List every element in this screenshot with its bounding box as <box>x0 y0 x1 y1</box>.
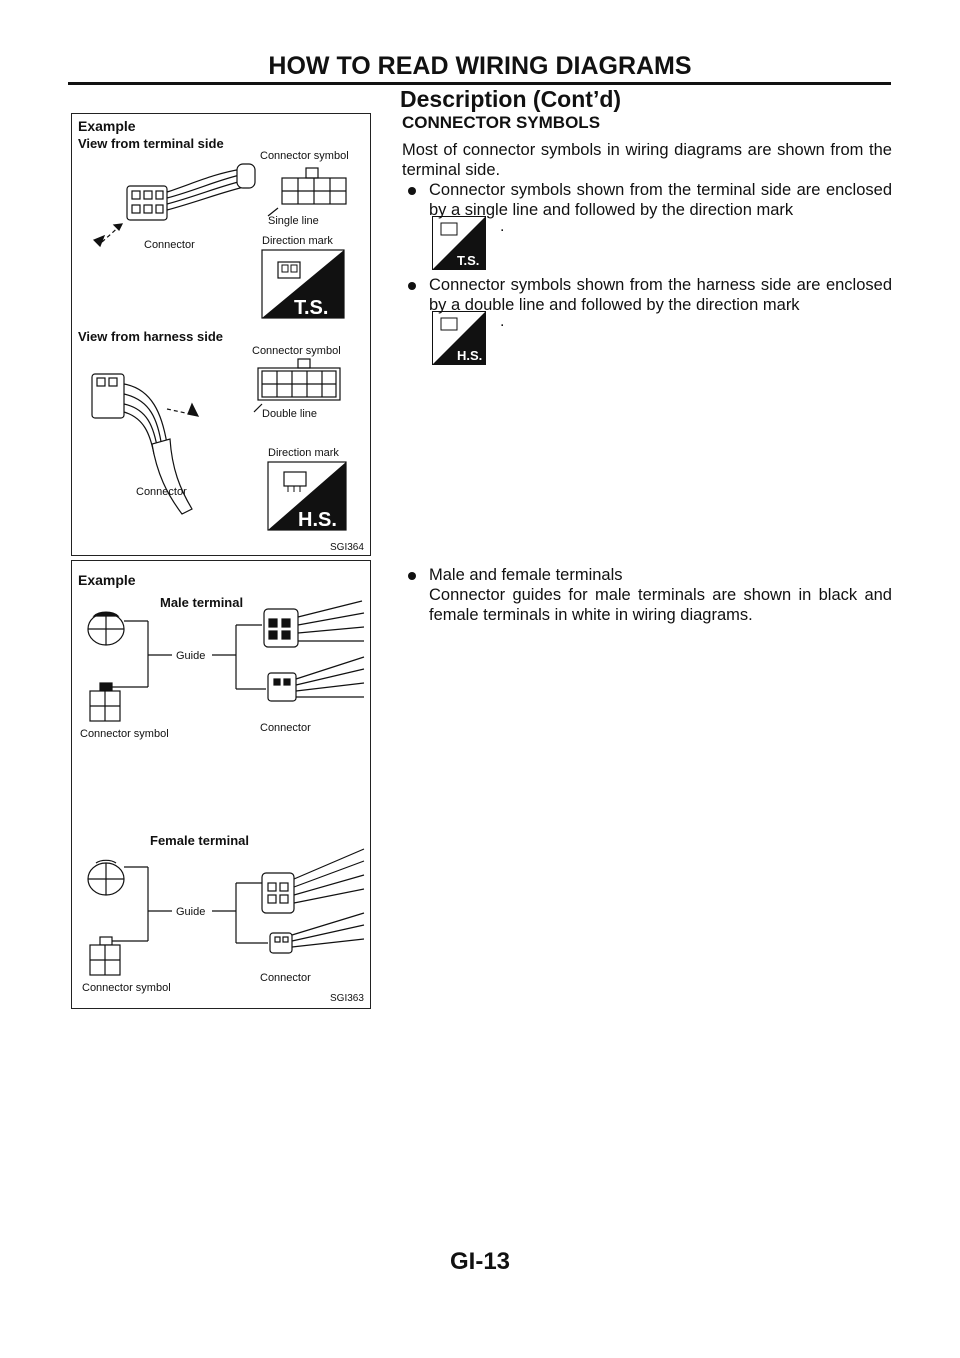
fig2-example-label: Example <box>78 572 136 588</box>
figure-connector-symbols-drawing <box>72 114 370 555</box>
fig1-direction-mark-label: Direction mark <box>262 235 333 247</box>
intro-paragraph: Most of connector symbols in wiring diagrams are shown from the terminal side. <box>402 141 892 179</box>
connector-terminal-side-illustration <box>94 164 255 246</box>
ts-direction-mark-icon <box>262 250 344 319</box>
fig2-guide-2-label: Guide <box>176 906 206 918</box>
hs-mark-text: H.S. <box>298 509 337 531</box>
fig1-code: SGI364 <box>330 542 364 553</box>
figure-male-female-terminals <box>71 560 371 1009</box>
fig1-view-harness-label: View from harness side <box>78 329 223 344</box>
header-rule <box>68 82 891 85</box>
bullet-male-female <box>402 565 892 625</box>
figure-male-female-drawing <box>72 561 370 1008</box>
bullet-dot <box>408 187 416 195</box>
ts-mark-text: T.S. <box>294 297 329 319</box>
fig1-double-line-label: Double line <box>262 408 318 420</box>
bullet-harness-side <box>402 275 892 315</box>
ts-mark-inline-icon <box>432 216 486 270</box>
period-1: . <box>500 218 505 235</box>
header-subtitle: Description (Cont’d) <box>400 86 622 112</box>
bullet-male-female-text: Connector guides for male terminals are shown in black and female terminals in white in wiring diagrams. <box>429 586 892 624</box>
fig2-male-terminal-label: Male terminal <box>160 595 244 610</box>
bullet-dot <box>408 572 416 580</box>
section-title: CONNECTOR SYMBOLS <box>402 113 601 132</box>
fig1-connector-symbol-label: Connector symbol <box>260 150 349 162</box>
fig1-single-line-label: Single line <box>268 215 319 227</box>
fig2-connector-symbol-2-label: Connector symbol <box>82 982 171 994</box>
ts-inline-text: T.S. <box>457 253 480 268</box>
male-terminal-symbol <box>88 612 172 721</box>
male-connector-illustration <box>212 601 364 701</box>
fig1-example-label: Example <box>78 118 136 134</box>
connector-symbol-single-line <box>268 168 346 216</box>
hs-mark-inline-icon <box>432 311 486 365</box>
female-connector-illustration <box>212 849 364 953</box>
bullet-male-female-title: Male and female terminals <box>429 566 623 584</box>
bullet-terminal-side-text: Connector symbols shown from the terminal side are enclosed by a single line and followed by the direction mark <box>429 181 892 219</box>
fig2-code: SGI363 <box>330 993 364 1004</box>
female-terminal-symbol <box>88 860 172 975</box>
page-number: GI-13 <box>449 1248 511 1275</box>
bullet-harness-side-text: Connector symbols shown from the harness side are enclosed by a double line and followed by the direction mark <box>429 276 892 314</box>
fig2-female-terminal-label: Female terminal <box>150 833 249 848</box>
fig1-connector-symbol-2-label: Connector symbol <box>252 345 341 357</box>
figure-connector-symbols <box>71 113 371 556</box>
period-2: . <box>500 313 505 330</box>
hs-inline-text: H.S. <box>457 348 483 363</box>
connector-symbol-double-line <box>254 359 340 412</box>
fig2-connector-2-label: Connector <box>260 972 311 984</box>
fig2-connector-symbol-label: Connector symbol <box>80 728 169 740</box>
hs-direction-mark-icon <box>268 462 346 531</box>
fig1-connector-label: Connector <box>144 239 195 251</box>
fig2-connector-label: Connector <box>260 722 311 734</box>
bullet-dot <box>408 282 416 290</box>
fig2-guide-label: Guide <box>176 650 206 662</box>
bullet-terminal-side <box>402 180 892 220</box>
fig1-view-terminal-label: View from terminal side <box>78 136 224 151</box>
header-title: HOW TO READ WIRING DIAGRAMS <box>268 52 692 80</box>
fig1-connector-2-label: Connector <box>136 486 187 498</box>
fig1-direction-mark-2-label: Direction mark <box>268 447 339 459</box>
